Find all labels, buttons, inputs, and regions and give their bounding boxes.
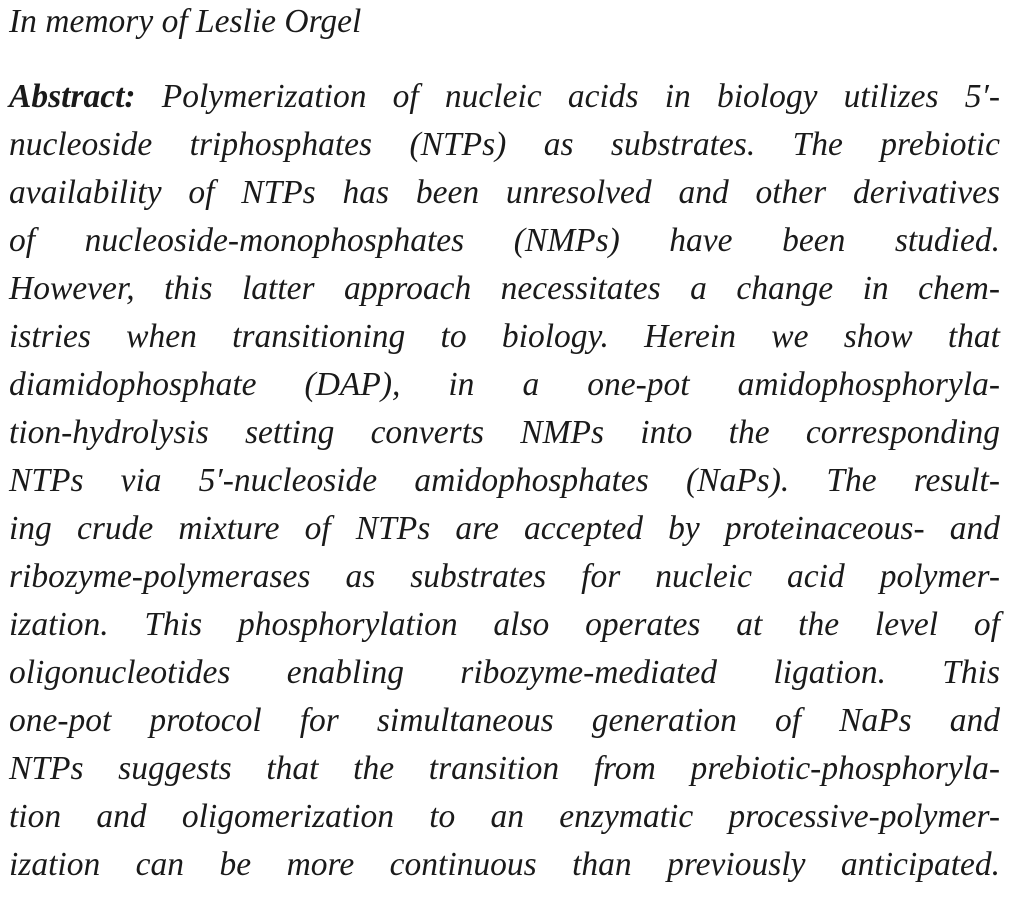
abstract-line: one-pot protocol for simultaneous generation of NaPs and (9, 702, 1000, 739)
abstract-line: istries when transitioning to biology. Herein we show that (9, 318, 1000, 355)
abstract-line: oligonucleotides enabling ribozyme-mediated ligation. This (9, 654, 1000, 691)
abstract-line: NTPs via 5′-nucleoside amidophosphates (NaPs). The result- (9, 462, 1000, 499)
abstract-paragraph (9, 77, 1000, 893)
abstract-line: ization. This phosphorylation also operates at the level of (9, 606, 1000, 643)
abstract-line: of nucleoside-monophosphates (NMPs) have been studied. (9, 222, 1000, 259)
abstract-line: ing crude mixture of NTPs are accepted by proteinaceous- and (9, 510, 1000, 547)
abstract-line: tion and oligomerization to an enzymatic processive-polymer- (9, 798, 1000, 835)
abstract-line: However, this latter approach necessitates a change in chem- (9, 270, 1000, 307)
abstract-line (9, 77, 1000, 125)
dedication: In memory of Leslie Orgel (9, 3, 362, 40)
abstract-line: ization can be more continuous than previously anticipated. (9, 846, 1000, 883)
abstract-line: tion-hydrolysis setting converts NMPs into the corresponding (9, 414, 1000, 451)
abstract-line: NTPs suggests that the transition from prebiotic-phosphoryla- (9, 750, 1000, 787)
abstract-first-line: Polymerization of nucleic acids in biology utilizes 5′- (161, 78, 1001, 115)
abstract-line: ribozyme-polymerases as substrates for nucleic acid polymer- (9, 558, 1000, 595)
abstract-line: diamidophosphate (DAP), in a one-pot amidophosphoryla- (9, 366, 1000, 403)
abstract-line: nucleoside triphosphates (NTPs) as substrates. The prebiotic (9, 126, 1000, 163)
abstract-label: Abstract: (9, 78, 136, 115)
abstract-line: availability of NTPs has been unresolved and other derivatives (9, 174, 1000, 211)
